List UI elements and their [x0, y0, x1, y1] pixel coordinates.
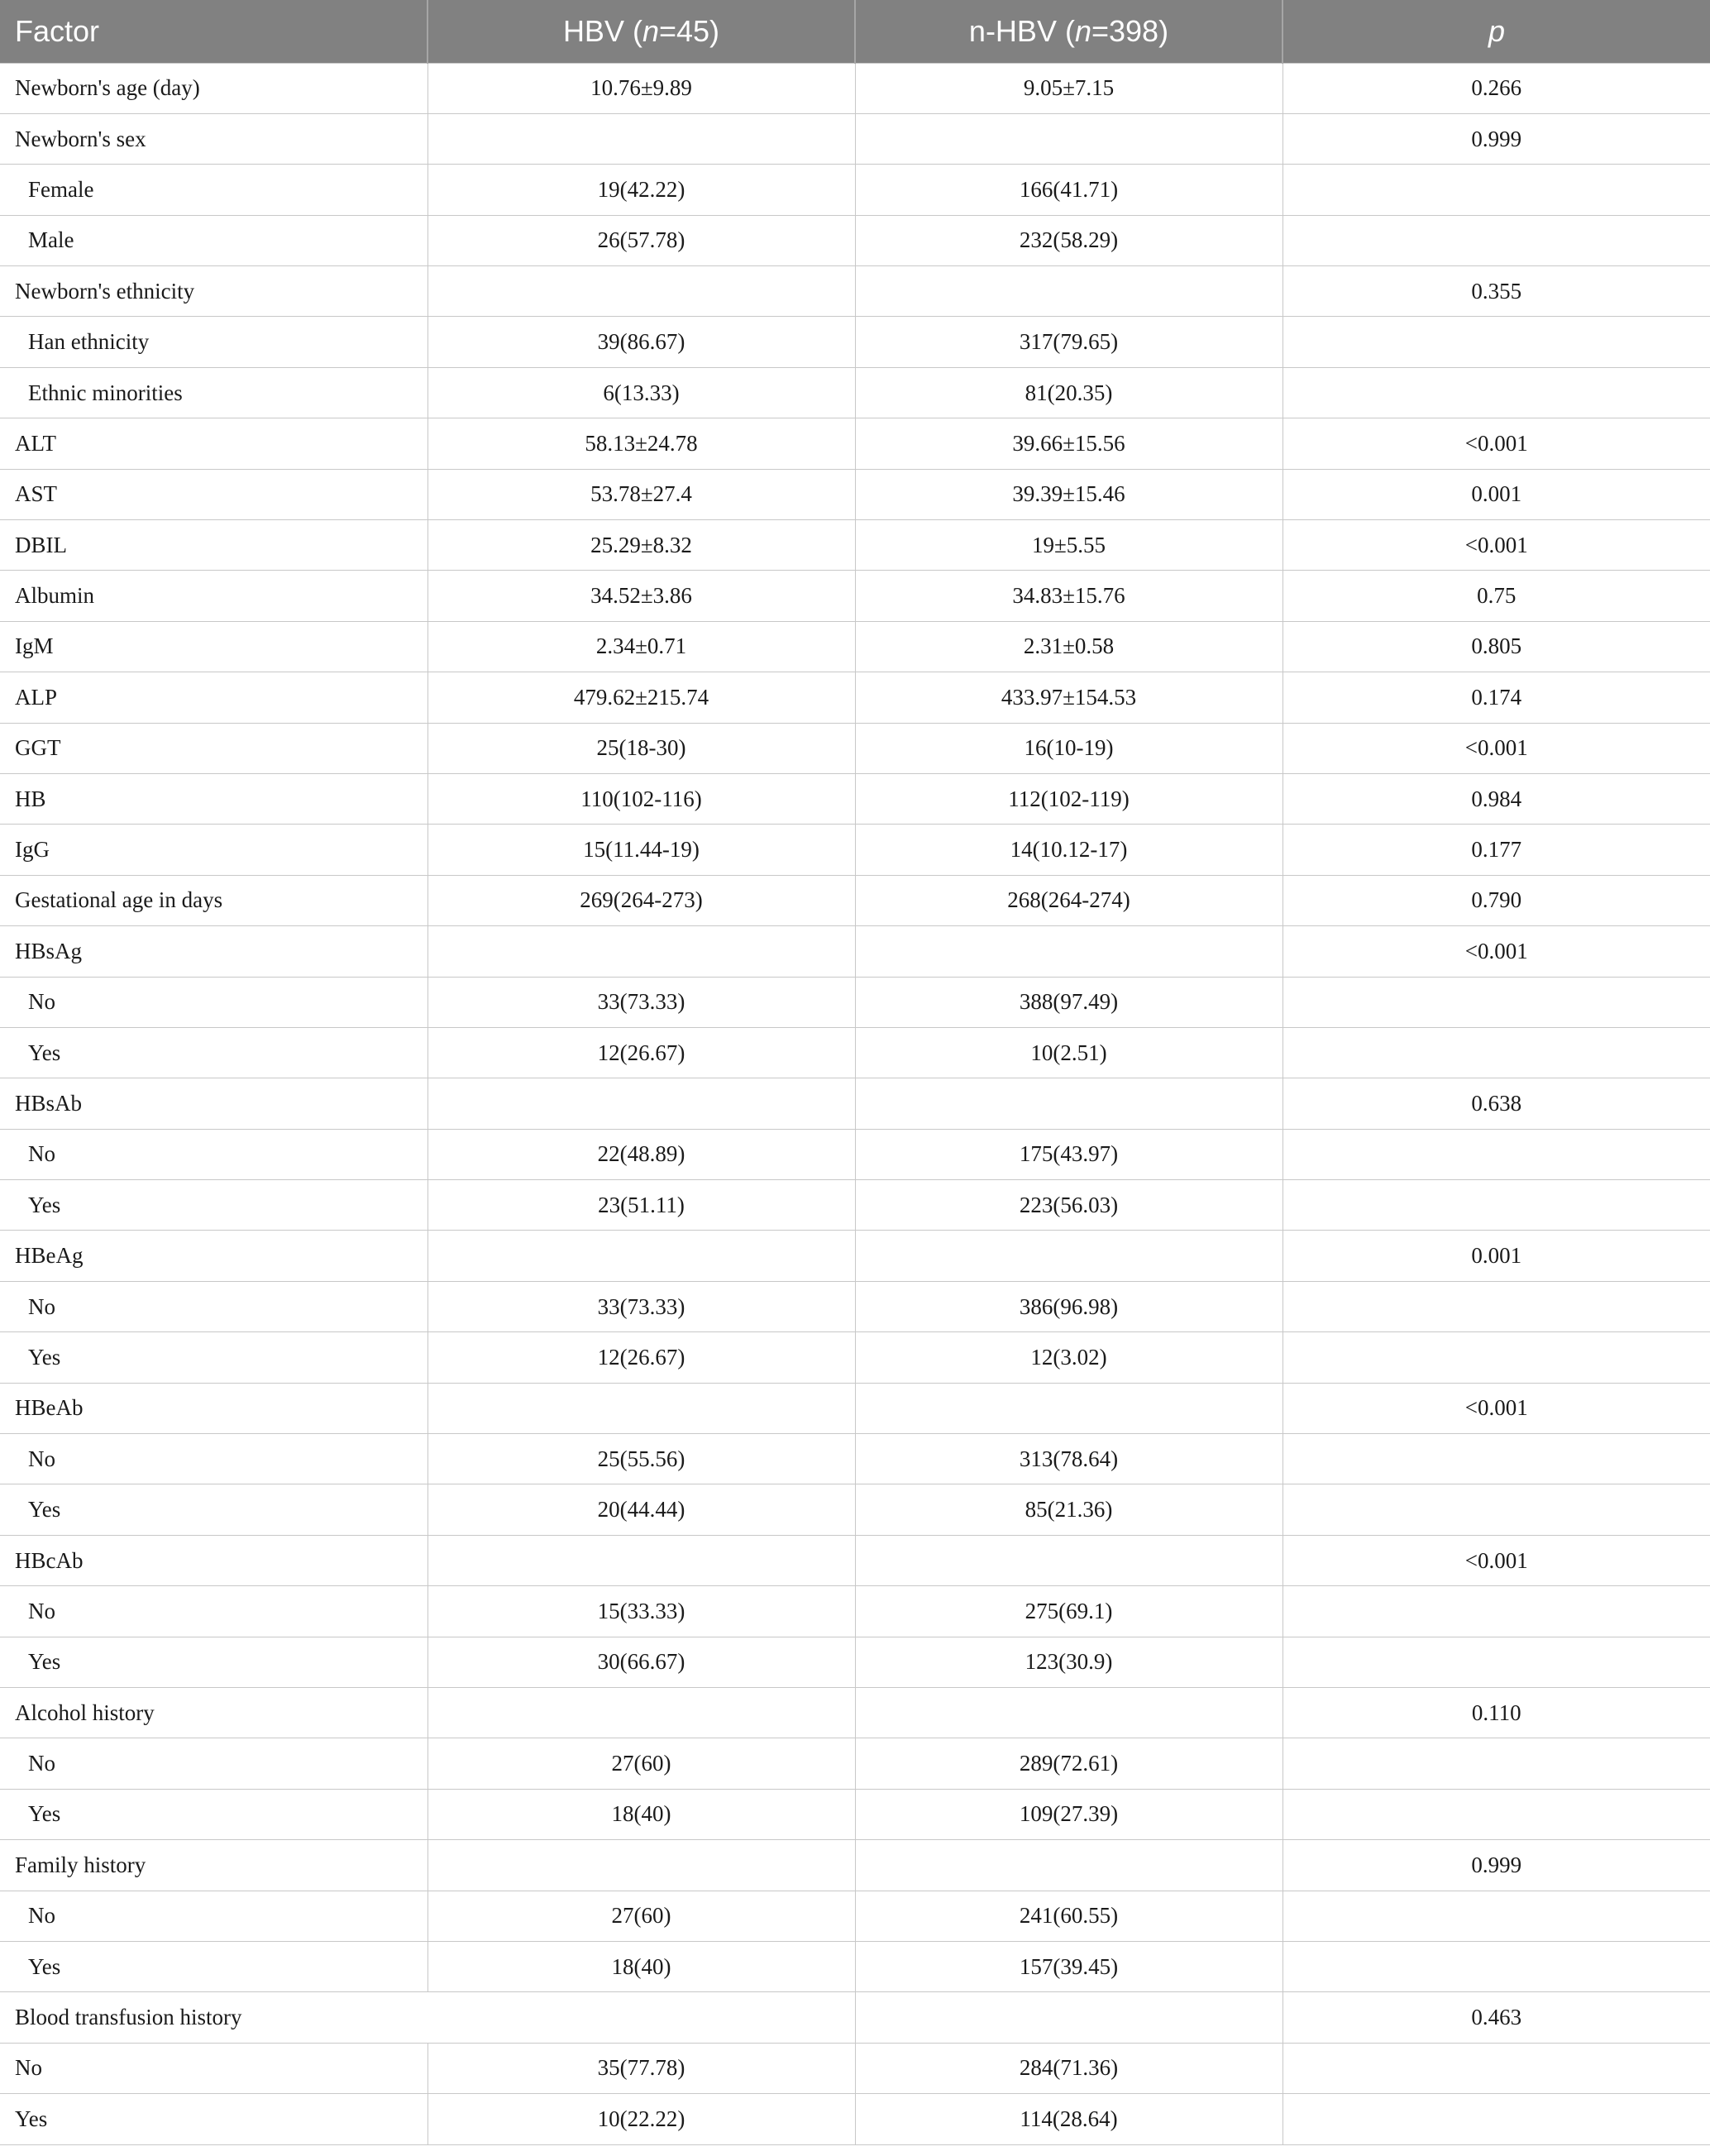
- table-row: [0, 317, 1710, 367]
- header-hbv-suffix: =45): [658, 13, 720, 48]
- cell-hbv: 33(73.33): [428, 1281, 855, 1331]
- cell-factor: Ethnic minorities: [0, 367, 428, 418]
- cell-factor: HBcAb: [0, 1535, 428, 1585]
- cell-p: [1282, 165, 1710, 215]
- cell-p: 0.355: [1282, 266, 1710, 317]
- cell-p: 0.984: [1282, 773, 1710, 824]
- table-row: [0, 672, 1710, 723]
- cell-hbv: 35(77.78): [428, 2043, 855, 2093]
- cell-nhbv: 109(27.39): [855, 1789, 1282, 1839]
- cell-hbv: 269(264-273): [428, 875, 855, 925]
- cell-factor: Gestational age in days: [0, 875, 428, 925]
- cell-factor: No: [0, 1129, 428, 1179]
- cell-nhbv: 14(10.12-17): [855, 825, 1282, 875]
- cell-nhbv: 317(79.65): [855, 317, 1282, 367]
- cell-hbv: [428, 113, 855, 164]
- cell-nhbv: 232(58.29): [855, 215, 1282, 265]
- cell-p: 0.177: [1282, 825, 1710, 875]
- cell-factor: HBsAg: [0, 926, 428, 977]
- cell-p: [1282, 1434, 1710, 1484]
- table-row: [0, 1992, 1710, 2043]
- cell-hbv: 30(66.67): [428, 1637, 855, 1687]
- cell-nhbv: [855, 1383, 1282, 1433]
- cell-nhbv: 16(10-19): [855, 723, 1282, 773]
- table-row: [0, 1484, 1710, 1535]
- cell-nhbv: 12(3.02): [855, 1332, 1282, 1383]
- table-row: [0, 1129, 1710, 1179]
- cell-p: <0.001: [1282, 418, 1710, 469]
- cell-nhbv: 2.31±0.58: [855, 621, 1282, 672]
- table-row: [0, 1941, 1710, 1991]
- cell-hbv: [428, 1383, 855, 1433]
- cell-nhbv: 157(39.45): [855, 1941, 1282, 1991]
- cell-nhbv: 19±5.55: [855, 520, 1282, 571]
- cell-nhbv: 268(264-274): [855, 875, 1282, 925]
- table-row: [0, 113, 1710, 164]
- table-row: [0, 1789, 1710, 1839]
- cell-hbv: 19(42.22): [428, 165, 855, 215]
- cell-hbv: 25.29±8.32: [428, 520, 855, 571]
- cell-hbv: 58.13±24.78: [428, 418, 855, 469]
- cell-p: [1282, 1586, 1710, 1637]
- cell-factor: Albumin: [0, 571, 428, 621]
- header-factor-label: Factor: [15, 13, 100, 48]
- cell-factor: No: [0, 1891, 428, 1941]
- table-row: [0, 1434, 1710, 1484]
- cell-hbv: 10.76±9.89: [428, 63, 855, 113]
- cell-p: 0.001: [1282, 469, 1710, 519]
- table-row: [0, 571, 1710, 621]
- cell-hbv: 26(57.78): [428, 215, 855, 265]
- cell-hbv: 20(44.44): [428, 1484, 855, 1535]
- cell-nhbv: 123(30.9): [855, 1637, 1282, 1687]
- header-nhbv-prefix: n-HBV (: [968, 13, 1075, 48]
- cell-factor: Family history: [0, 1840, 428, 1891]
- cell-hbv: 18(40): [428, 1941, 855, 1991]
- table-row: [0, 1840, 1710, 1891]
- cell-nhbv: 81(20.35): [855, 367, 1282, 418]
- cell-factor: DBIL: [0, 520, 428, 571]
- header-hbv-prefix: HBV (: [562, 13, 642, 48]
- table-row: [0, 1535, 1710, 1585]
- cell-hbv: 2.34±0.71: [428, 621, 855, 672]
- cell-nhbv: [855, 1992, 1282, 2043]
- cell-hbv: 12(26.67): [428, 1027, 855, 1078]
- cell-hbv: 110(102-116): [428, 773, 855, 824]
- cell-factor: No: [0, 1281, 428, 1331]
- cell-hbv: 23(51.11): [428, 1180, 855, 1231]
- table-row: [0, 1180, 1710, 1231]
- table-row: [0, 469, 1710, 519]
- cell-factor: Yes: [0, 1484, 428, 1535]
- table-row: [0, 2094, 1710, 2144]
- table-row: [0, 1383, 1710, 1433]
- cell-nhbv: [855, 1231, 1282, 1281]
- cell-nhbv: 39.66±15.56: [855, 418, 1282, 469]
- cell-hbv: 27(60): [428, 1738, 855, 1789]
- cell-p: 0.75: [1282, 571, 1710, 621]
- cell-factor: Yes: [0, 2094, 428, 2144]
- cell-hbv: 25(18-30): [428, 723, 855, 773]
- cell-nhbv: 34.83±15.76: [855, 571, 1282, 621]
- cell-p: [1282, 2043, 1710, 2093]
- cell-hbv: 15(11.44-19): [428, 825, 855, 875]
- table-row: [0, 926, 1710, 977]
- cell-hbv: 15(33.33): [428, 1586, 855, 1637]
- cell-p: 0.110: [1282, 1688, 1710, 1738]
- cell-factor: Newborn's ethnicity: [0, 266, 428, 317]
- cell-nhbv: 166(41.71): [855, 165, 1282, 215]
- table-row: [0, 2043, 1710, 2093]
- cell-factor: Yes: [0, 1941, 428, 1991]
- cell-factor: ALT: [0, 418, 428, 469]
- cell-p: [1282, 1738, 1710, 1789]
- table-row: [0, 1332, 1710, 1383]
- cell-hbv: 39(86.67): [428, 317, 855, 367]
- cell-hbv: 22(48.89): [428, 1129, 855, 1179]
- cell-hbv: [428, 926, 855, 977]
- cell-factor: HBeAb: [0, 1383, 428, 1433]
- cell-nhbv: [855, 1535, 1282, 1585]
- header-hbv: [428, 0, 855, 63]
- cell-factor: HB: [0, 773, 428, 824]
- table-row: [0, 875, 1710, 925]
- cell-nhbv: 85(21.36): [855, 1484, 1282, 1535]
- cell-factor: HBsAb: [0, 1078, 428, 1129]
- cell-hbv: [428, 1231, 855, 1281]
- header-p-label: p: [1488, 13, 1506, 48]
- table-row: [0, 1078, 1710, 1129]
- cell-factor: IgG: [0, 825, 428, 875]
- cell-factor: Alcohol history: [0, 1688, 428, 1738]
- cell-nhbv: 433.97±154.53: [855, 672, 1282, 723]
- cell-p: [1282, 1281, 1710, 1331]
- cell-nhbv: [855, 266, 1282, 317]
- cell-factor: No: [0, 1586, 428, 1637]
- cell-factor: ALP: [0, 672, 428, 723]
- table-row: [0, 773, 1710, 824]
- cell-nhbv: [855, 1840, 1282, 1891]
- table-row: [0, 1586, 1710, 1637]
- cell-nhbv: [855, 1078, 1282, 1129]
- cell-nhbv: [855, 1688, 1282, 1738]
- cell-factor: Newborn's age (day): [0, 63, 428, 113]
- table-row: [0, 723, 1710, 773]
- cell-factor: Yes: [0, 1027, 428, 1078]
- cell-p: [1282, 1332, 1710, 1383]
- cell-p: [1282, 977, 1710, 1027]
- header-nhbv: [855, 0, 1282, 63]
- cell-factor: Male: [0, 215, 428, 265]
- cell-hbv: [428, 1535, 855, 1585]
- cell-nhbv: 112(102-119): [855, 773, 1282, 824]
- cell-nhbv: 289(72.61): [855, 1738, 1282, 1789]
- cell-factor: No: [0, 2043, 428, 2093]
- cell-p: 0.805: [1282, 621, 1710, 672]
- cell-hbv: [428, 266, 855, 317]
- cell-p: 0.638: [1282, 1078, 1710, 1129]
- cell-factor: Newborn's sex: [0, 113, 428, 164]
- cell-nhbv: 275(69.1): [855, 1586, 1282, 1637]
- cell-factor: No: [0, 1738, 428, 1789]
- cell-hbv: 27(60): [428, 1891, 855, 1941]
- cell-factor: IgM: [0, 621, 428, 672]
- table-row: [0, 520, 1710, 571]
- cell-nhbv: 386(96.98): [855, 1281, 1282, 1331]
- table-row: [0, 418, 1710, 469]
- cell-p: <0.001: [1282, 926, 1710, 977]
- cell-hbv: 53.78±27.4: [428, 469, 855, 519]
- cell-nhbv: 114(28.64): [855, 2094, 1282, 2144]
- cell-factor: GGT: [0, 723, 428, 773]
- cell-p: [1282, 1129, 1710, 1179]
- table-row: [0, 1738, 1710, 1789]
- cell-nhbv: 175(43.97): [855, 1129, 1282, 1179]
- header-factor: [0, 0, 428, 63]
- table-row: [0, 266, 1710, 317]
- cell-hbv: 479.62±215.74: [428, 672, 855, 723]
- cell-nhbv: 39.39±15.46: [855, 469, 1282, 519]
- cell-p: <0.001: [1282, 1383, 1710, 1433]
- cell-p: <0.001: [1282, 723, 1710, 773]
- cell-hbv: 33(73.33): [428, 977, 855, 1027]
- cell-p: [1282, 1027, 1710, 1078]
- cell-p: [1282, 1941, 1710, 1991]
- header-p: [1282, 0, 1710, 63]
- cell-nhbv: 388(97.49): [855, 977, 1282, 1027]
- cell-p: [1282, 1484, 1710, 1535]
- table-row: [0, 1231, 1710, 1281]
- header-nhbv-n: n: [1074, 13, 1091, 48]
- cell-factor: Yes: [0, 1332, 428, 1383]
- cell-p: [1282, 1789, 1710, 1839]
- cell-factor: HBeAg: [0, 1231, 428, 1281]
- table-row: [0, 1637, 1710, 1687]
- cell-nhbv: 313(78.64): [855, 1434, 1282, 1484]
- cell-p: [1282, 317, 1710, 367]
- cell-nhbv: [855, 926, 1282, 977]
- cell-factor: Yes: [0, 1637, 428, 1687]
- cell-factor: Yes: [0, 1789, 428, 1839]
- cell-p: [1282, 1637, 1710, 1687]
- cell-p: [1282, 2094, 1710, 2144]
- cell-p: 0.001: [1282, 1231, 1710, 1281]
- cell-factor: AST: [0, 469, 428, 519]
- table-header: [0, 0, 1710, 63]
- header-hbv-n: n: [642, 13, 659, 48]
- cell-p: [1282, 367, 1710, 418]
- cell-factor: Female: [0, 165, 428, 215]
- cell-nhbv: 241(60.55): [855, 1891, 1282, 1941]
- table-row: [0, 1281, 1710, 1331]
- cell-factor: Yes: [0, 1180, 428, 1231]
- cell-hbv: 18(40): [428, 1789, 855, 1839]
- cell-p: 0.999: [1282, 113, 1710, 164]
- table-row: [0, 621, 1710, 672]
- cell-p: 0.266: [1282, 63, 1710, 113]
- cell-nhbv: 9.05±7.15: [855, 63, 1282, 113]
- cell-factor: No: [0, 977, 428, 1027]
- cell-p: 0.174: [1282, 672, 1710, 723]
- cell-hbv: [428, 1840, 855, 1891]
- cell-factor: Blood transfusion history: [0, 1992, 855, 2043]
- table-row: [0, 367, 1710, 418]
- cell-p: 0.463: [1282, 1992, 1710, 2043]
- table-row: [0, 63, 1710, 113]
- cell-hbv: 25(55.56): [428, 1434, 855, 1484]
- table-row: [0, 1891, 1710, 1941]
- cell-hbv: [428, 1078, 855, 1129]
- cell-nhbv: [855, 113, 1282, 164]
- table-body: [0, 63, 1710, 2144]
- table-row: [0, 825, 1710, 875]
- cell-nhbv: 10(2.51): [855, 1027, 1282, 1078]
- cell-p: [1282, 1180, 1710, 1231]
- cell-p: <0.001: [1282, 1535, 1710, 1585]
- cell-p: <0.001: [1282, 520, 1710, 571]
- cell-p: [1282, 215, 1710, 265]
- cell-hbv: 12(26.67): [428, 1332, 855, 1383]
- cell-hbv: 10(22.22): [428, 2094, 855, 2144]
- cell-hbv: 34.52±3.86: [428, 571, 855, 621]
- table-row: [0, 1688, 1710, 1738]
- header-row: [0, 0, 1710, 63]
- table-row: [0, 215, 1710, 265]
- cell-hbv: 6(13.33): [428, 367, 855, 418]
- table-row: [0, 977, 1710, 1027]
- cell-p: 0.790: [1282, 875, 1710, 925]
- header-nhbv-suffix: =398): [1091, 13, 1169, 48]
- cell-factor: Han ethnicity: [0, 317, 428, 367]
- cell-p: [1282, 1891, 1710, 1941]
- cell-nhbv: 284(71.36): [855, 2043, 1282, 2093]
- table-row: [0, 1027, 1710, 1078]
- cell-hbv: [428, 1688, 855, 1738]
- cell-factor: No: [0, 1434, 428, 1484]
- table-row: [0, 165, 1710, 215]
- cell-nhbv: 223(56.03): [855, 1180, 1282, 1231]
- cell-p: 0.999: [1282, 1840, 1710, 1891]
